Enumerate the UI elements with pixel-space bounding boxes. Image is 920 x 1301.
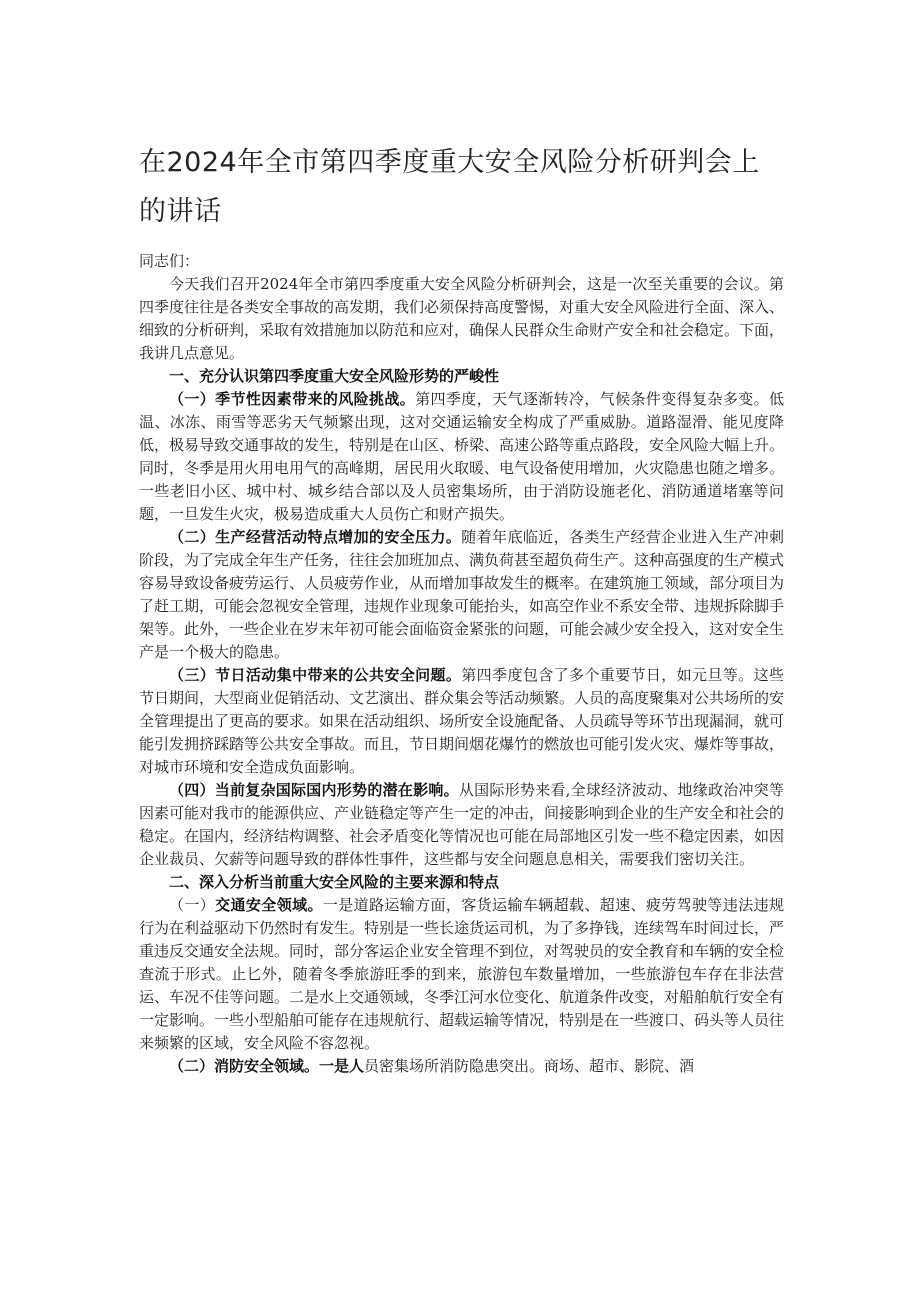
intro-paragraph: 今天我们召开2024年全市第四季度重大安全风险分析研判会，这是一次至关重要的会议。第四季度往往是各类安全事故的高发期，我们必须保持高度警惕，对重大安全风险进行全面、深入、细致的分析研判，采取有效措施加以防范和应对，确保人民群众生命财产安全和社会稳定。下面，我讲几点意见。	[139, 275, 785, 362]
subheading: （四）当前复杂国际国内形势的潜在影响。	[169, 781, 459, 799]
section1-item-3	[139, 664, 784, 779]
paragraph-text: 第四季度包含了多个重要节日，如元旦等。这些节日期间，大型商业促销活动、文艺演出、群众集会等活动频繁。人员的高度聚集对公共场所的安全管理提出了更高的要求。如果在活动组织、场所安全设施配备、人员疏导等环节出现漏洞，就可能引发拥挤踩踏等公共安全事故。而且，节日期间烟花爆竹的燃放也可能引发火灾、爆炸等事故，对城市环境和安全造成负面影响。	[139, 666, 785, 776]
item-label: （一）	[169, 896, 216, 914]
section-heading-1: 一、充分认识第四季度重大安全风险形势的严峻性	[169, 367, 500, 385]
section-heading-2: 二、深入分析当前重大安全风险的主要来源和特点	[169, 873, 500, 891]
section1-item-2	[139, 526, 784, 664]
document-body	[139, 250, 784, 1078]
section2-item-2	[139, 1055, 784, 1078]
subheading: 交通安全领域。	[215, 896, 323, 914]
paragraph-text: 从国际形势来看,全球经济波动、地缘政治冲突等因素可能对我市的能源供应、产业链稳定等产生一定的冲击，间接影响到企业的生产安全和社会的稳定。在国内，经济结构调整、社会矛盾变化等情况也可能在局部地区引发一些不稳定因素，如因企业裁员、欠薪等问题导致的群体性事件，这些都与安全问题息息相关，需要我们密切关注。	[139, 781, 785, 868]
title-line-1: 在2024年全市第四季度重大安全风险分析研判会上	[139, 147, 760, 178]
paragraph-text: 第四季度，天气逐渐转冷，气候条件变得复杂多变。低温、冰冻、雨雪等恶劣天气频繁出现，这对交通运输安全构成了严重威胁。道路湿滑、能见度降低，极易导致交通事故的发生，特别是在山区、桥梁、高速公路等重点路段，安全风险大幅上升。同时，冬季是用火用电用气的高峰期，居民用火取暖、电气设备使用增加，火灾隐患也随之增多。一些老旧小区、城中村、城乡结合部以及人员密集场所，由于消防设施老化、消防通道堵塞等问题，一旦发生火灾，极易造成重大人员伤亡和财产损失。	[139, 390, 785, 523]
subheading: （二）消防安全领域。一是人	[169, 1057, 365, 1075]
subheading: （二）生产经营活动特点增加的安全压力。	[169, 528, 462, 546]
section1-item-4	[139, 779, 784, 871]
section2-item-1	[139, 894, 784, 1055]
document-title	[139, 138, 784, 236]
paragraph-text: 随着年底临近，各类生产经营企业进入生产冲刺阶段，为了完成全年生产任务，往往会加班加点、满负荷甚至超负荷生产。这种高强度的生产模式容易导致设备疲劳运行、人员疲劳作业，从而增加事故发生的概率。在建筑施工领域，部分项目为了赶工期，可能会忽视安全管理，违规作业现象可能抬头，如高空作业不系安全带、违规拆除脚手架等。此外，一些企业在岁末年初可能会面临资金紧张的问题，可能会减少安全投入，这对安全生产是一个极大的隐患。	[139, 528, 785, 661]
subheading: （一）季节性因素带来的风险挑战。	[169, 390, 416, 408]
paragraph-text: 员密集场所消防隐患突出。商场、超市、影院、酒	[364, 1057, 695, 1075]
section1-item-1	[139, 388, 784, 526]
salutation: 同志们：	[139, 252, 200, 270]
paragraph-text: 一是道路运输方面，客货运输车辆超载、超速、疲劳驾驶等违法违规行为在利益驱动下仍然时有发生。特别是一些长途货运司机，为了多挣钱，连续驾车时间过长，严重违反交通安全法规。同时，部分客运企业安全管理不到位，对驾驶员的安全教育和车辆的安全检查流于形式。止匕外，随着冬季旅游旺季的到来，旅游包车数量增加，一些旅游包车存在非法营运、车况不佳等问题。二是水上交通领域，冬季江河水位变化、航道条件改变，对船舶航行安全有一定影响。一些小型船舶可能存在违规航行、超载运输等情况，特别是在一些渡口、码头等人员往来频繁的区域，安全风险不容忽视。	[139, 896, 785, 1052]
title-line-2: 的讲话	[139, 196, 222, 227]
subheading: （三）节日活动集中带来的公共安全问题。	[169, 666, 462, 684]
